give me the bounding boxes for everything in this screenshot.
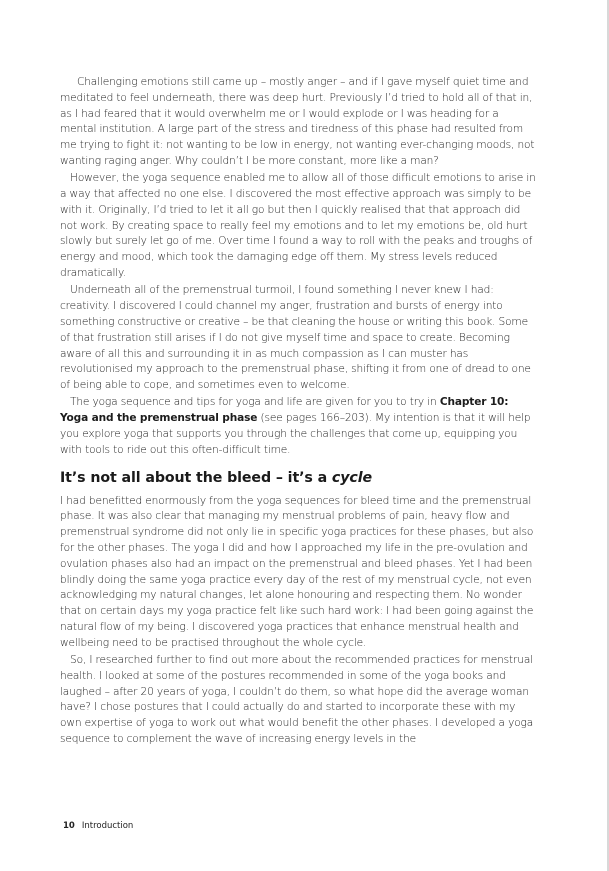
page-number: 10 [63,821,75,831]
running-footer-section: Introduction [81,821,134,831]
paragraph-benefitted: I had benefitted enormously from the yoga sequences for bleed time and the premenstrual phase. It was also clear that managing my menstrual problems of pain, heavy flow and premenstrual syndrome did not only lie in specific yoga practices for these phases, but also for the other phases. The yoga I did and how I approached my life in the pre-ovulation and ovulation phases also had an impact on the premenstrual and bleed phases. Yet I had been blindly doing the same yoga practice every day of the rest of my menstrual cycle, not even acknowledging my natural changes, let alone honouring and respecting them. No wonder that on certain days my yoga practice felt like such hard work: I had been going against the natural flow of my being. I discovered yoga practices that enhance menstrual health and wellbeing need to be practised throughout the whole cycle. [60,494,534,649]
paragraph-researched: So, I researched further to find out more about the recommended practices for menstrual health. I looked at some of the postures recommended in some of the yoga books and laughed – after 20 years of yoga, I couldn’t do them, so what hope did the average woman have? I chose postures that I could actually do and started to incorporate these with my own expertise of yoga to work out what would benefit the other phases. I developed a yoga sequence to complement the wave of increasing energy levels in the [60,654,534,746]
paragraph-creativity: Underneath all of the premenstrual turmoil, I found something I never knew I had: creativity. I discovered I could channel my anger, frustration and bursts of energy into something constructive or creative – be that cleaning the house or writing this book. Some of that frustration still arises if I do not give myself time and space to create. Becoming aware of all this and surrounding it in as much compassion as I can muster has revolutionised my approach to the premenstrual phase, shifting it from one of dread to one of being able to cope, and sometimes even to welcome. [60,284,531,392]
section-heading [60,468,538,488]
paragraph-yoga-sequence-enabled: However, the yoga sequence enabled me to allow all of those difficult emotions to arise in a way that affected no one else. I discovered the most effective approach was simply to be with it. Originally, I’d tried to let it all go but then I quickly realised that that approach did not work. By creating space to really feel my emotions and to let my emotions be, old hurt slowly but surely let go of me. Over time I found a way to roll with the peaks and troughs of energy and mood, which took the damaging edge off them. My stress levels reduced dramatically. [60,172,536,280]
body-text [60,75,538,749]
chapter-ref-before: The yoga sequence and tips for yoga and life are given for you to try in [70,396,440,409]
heading-main: It’s not all about the bleed – it’s a [60,469,332,486]
paragraph-chapter-reference [60,395,538,458]
chapter-ref-link: Chapter 10: Yoga and the premenstrual phase [60,396,509,425]
chapter-ref-after: (see pages 166–203). My intention is that it will help you explore yoga that supports you through the challenges that come up, equipping you with tools to ride out this often-difficult time. [60,412,531,456]
paragraph-challenging-emotions: Challenging emotions still came up – mostly anger – and if I gave myself quiet time and meditated to feel underneath, there was deep hurt. Previously I’d tried to hold all of that in, as I had feared that it would overwhelm me or I would explode or I was heading for a mental institution. A large part of the stress and tiredness of this phase had resulted from me trying to fight it: not wanting to be low in energy, not wanting ever-changing moods, not wanting raging anger. Why couldn’t I be more constant, more like a man? [60,76,535,167]
page-footer [63,821,133,831]
heading-italic: cycle [331,469,372,486]
